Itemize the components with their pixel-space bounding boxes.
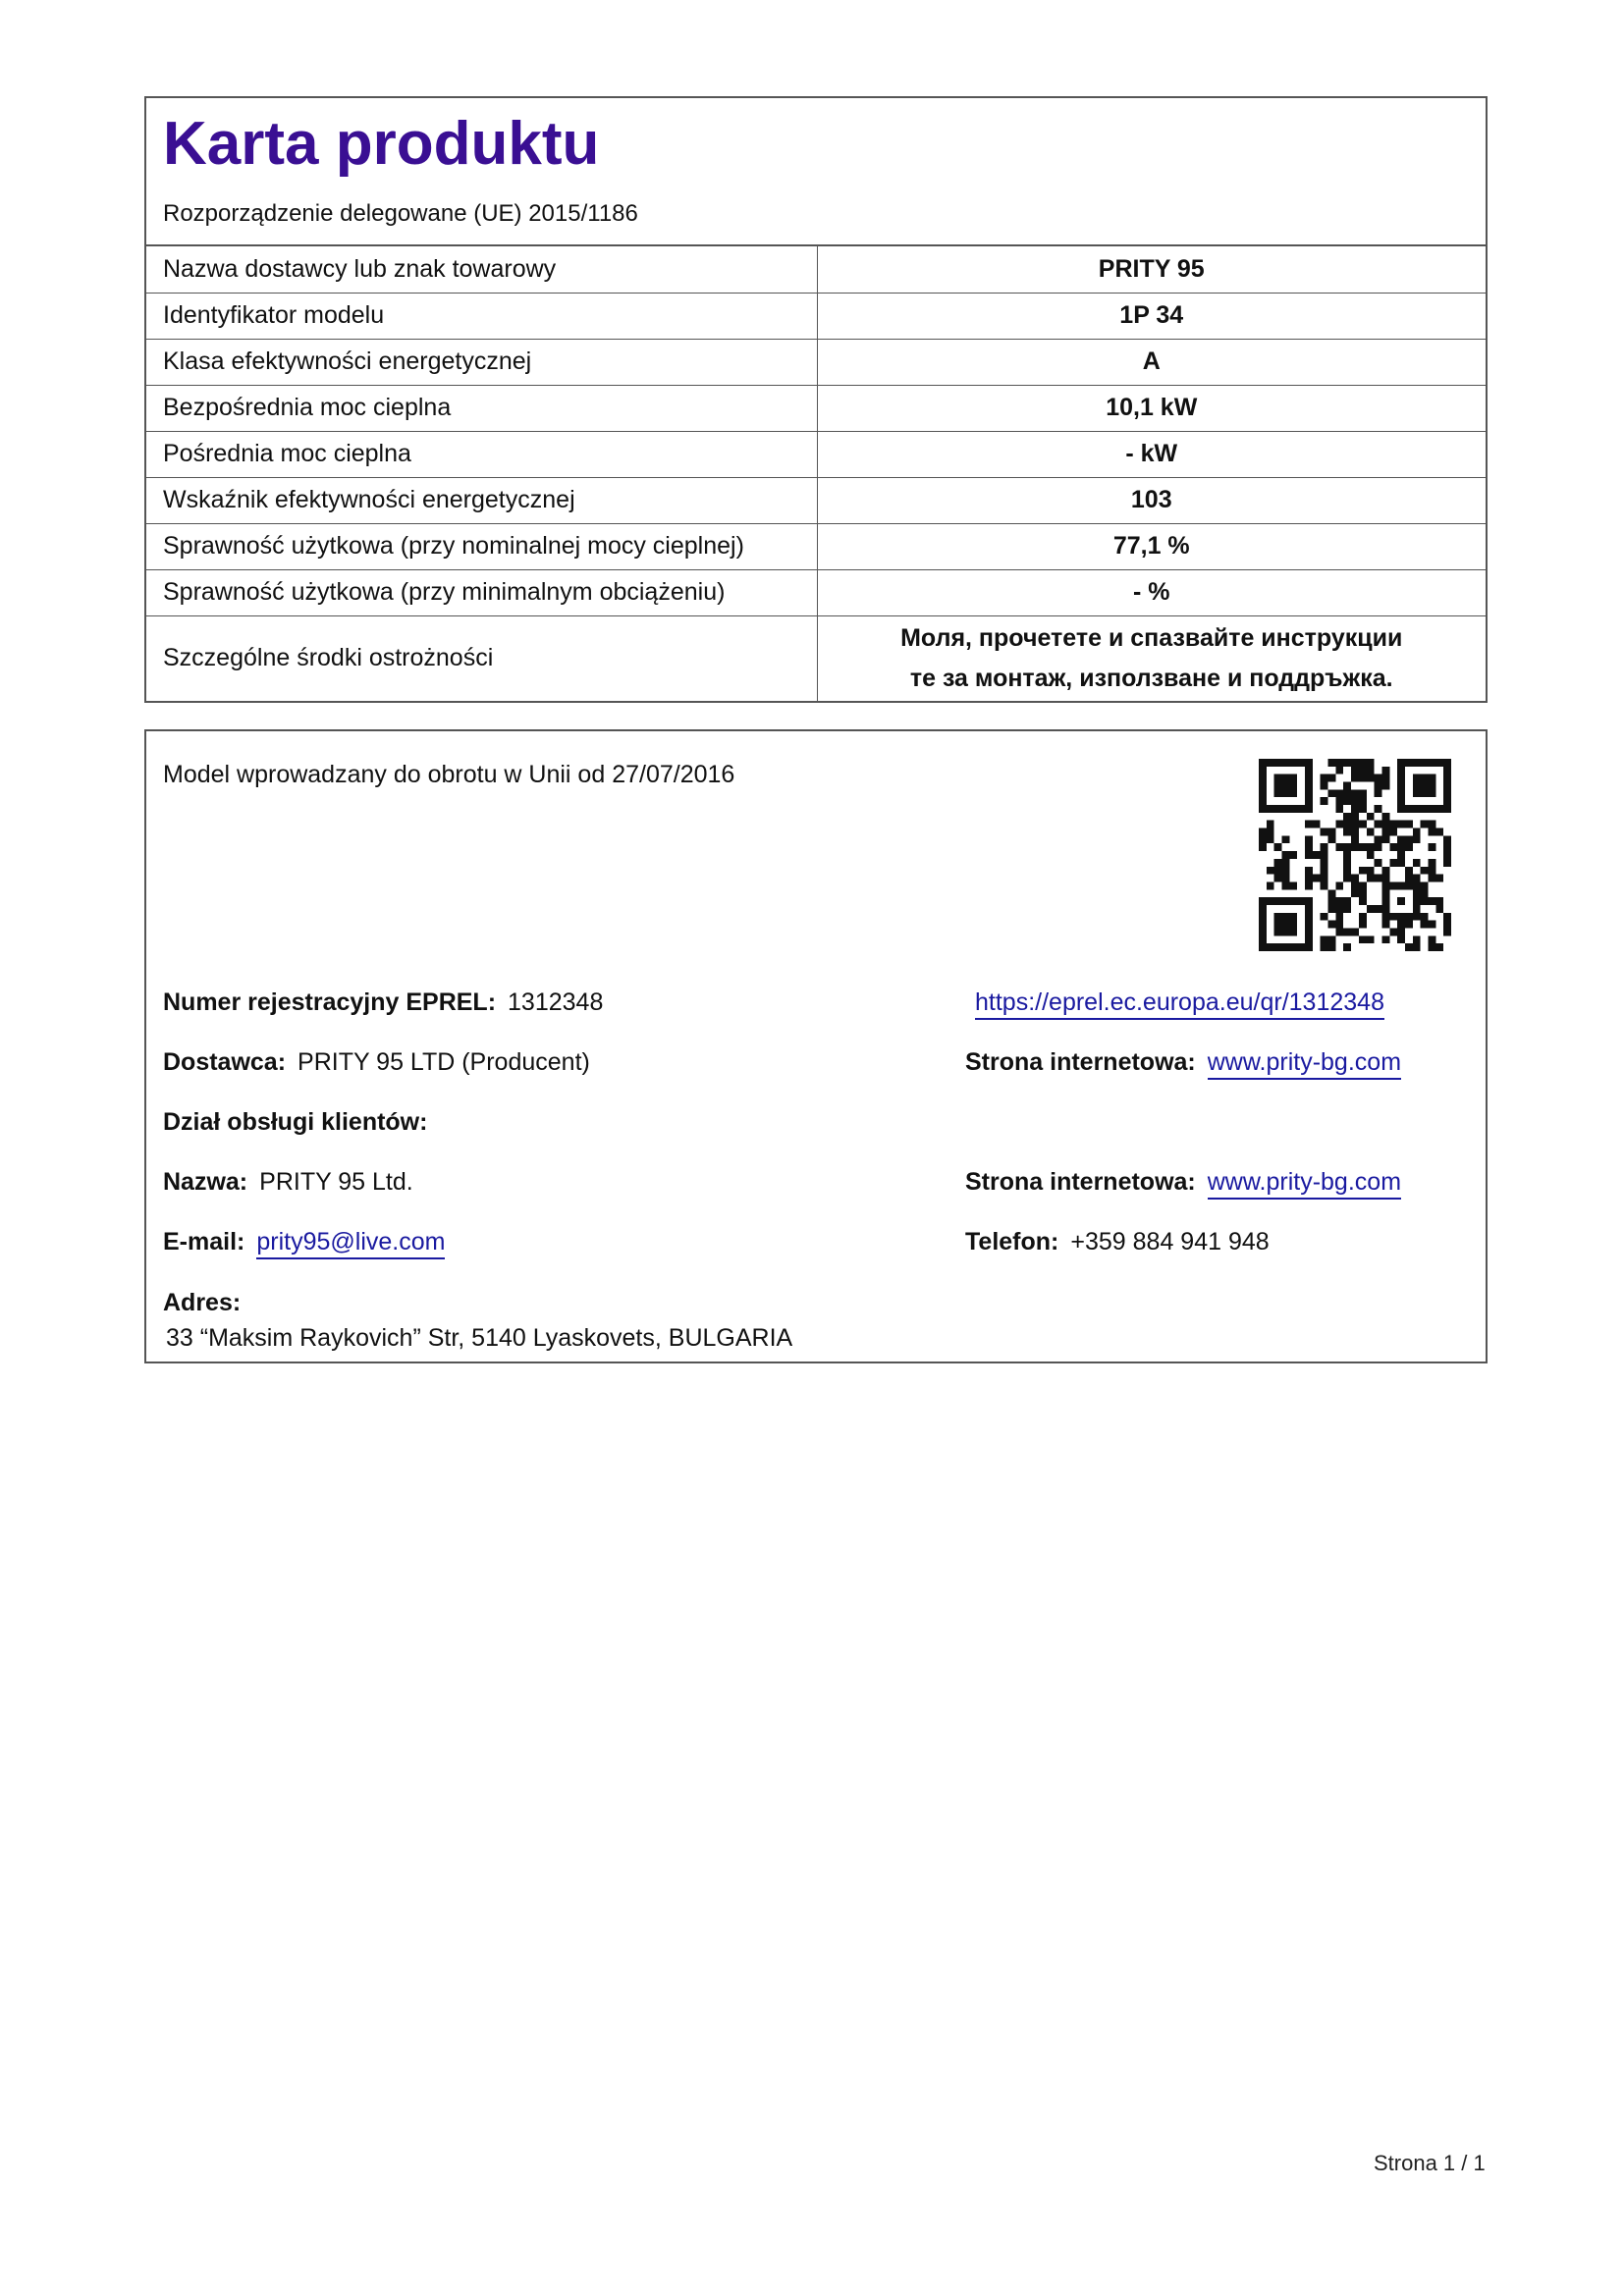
supplier-value: PRITY 95 LTD (Producent) — [298, 1048, 590, 1076]
eprel-line — [163, 988, 603, 1017]
row-value: - kW — [817, 431, 1486, 477]
phone-label: Telefon: — [965, 1228, 1059, 1255]
row-label: Pośrednia moc cieplna — [146, 431, 817, 477]
table-row — [146, 523, 1486, 569]
row-value: 1P 34 — [817, 293, 1486, 339]
row-value: A — [817, 339, 1486, 385]
row-label: Sprawność użytkowa (przy nominalnej mocy cieplnej) — [146, 523, 817, 569]
phone-line — [965, 1228, 1270, 1256]
row-label: Klasa efektywności energetycznej — [146, 339, 817, 385]
name-label: Nazwa: — [163, 1168, 248, 1196]
row-label: Bezpośrednia moc cieplna — [146, 385, 817, 431]
address-value: 33 “Maksim Raykovich” Str, 5140 Lyaskovets, BULGARIA — [166, 1324, 793, 1352]
table-row — [146, 293, 1486, 339]
row-label: Identyfikator modelu — [146, 293, 817, 339]
row-label: Sprawność użytkowa (przy minimalnym obciążeniu) — [146, 569, 817, 615]
page-title: Karta produktu — [163, 110, 600, 178]
table-row — [146, 431, 1486, 477]
customer-service-heading: Dział obsługi klientów: — [163, 1108, 428, 1136]
row-value: 77,1 % — [817, 523, 1486, 569]
website-label: Strona internetowa: — [965, 1048, 1196, 1076]
row-value — [817, 615, 1486, 701]
row-label: Szczególne środki ostrożności — [146, 615, 817, 701]
name-value: PRITY 95 Ltd. — [259, 1168, 413, 1196]
table-row — [146, 615, 1486, 701]
website2-line — [965, 1168, 1401, 1197]
row-label: Wskaźnik efektywności energetycznej — [146, 477, 817, 523]
table-row — [146, 477, 1486, 523]
table-row — [146, 246, 1486, 293]
row-value: PRITY 95 — [1098, 254, 1205, 283]
row-label: Nazwa dostawcy lub znak towarowy — [146, 246, 817, 293]
qr-code-icon[interactable] — [1259, 759, 1451, 951]
website-link[interactable]: www.prity-bg.com — [1208, 1048, 1401, 1080]
market-date-text: Model wprowadzany do obrotu w Unii od 27/07/2016 — [163, 761, 735, 788]
eprel-value: 1312348 — [508, 988, 604, 1016]
row-value: - % — [817, 569, 1486, 615]
regulation-reference: Rozporządzenie delegowane (UE) 2015/1186 — [146, 191, 1486, 246]
phone-value: +359 884 941 948 — [1070, 1228, 1270, 1255]
precautions-line-2: те за монтаж, използване и поддръжка. — [909, 664, 1393, 692]
product-card — [144, 96, 1488, 703]
email-line — [163, 1228, 445, 1256]
row-value: 10,1 kW — [817, 385, 1486, 431]
eprel-url-line — [975, 988, 1384, 1017]
supplier-line — [163, 1048, 590, 1077]
name-line — [163, 1168, 413, 1197]
row-value: 103 — [817, 477, 1486, 523]
website-line — [965, 1048, 1401, 1077]
table-row — [146, 569, 1486, 615]
precautions-line-1: Моля, прочетете и спазвайте инструкции — [900, 623, 1403, 652]
address-label: Adres: — [163, 1289, 242, 1316]
website2-label: Strona internetowa: — [965, 1168, 1196, 1196]
eprel-label: Numer rejestracyjny EPREL: — [163, 988, 497, 1016]
email-label: E-mail: — [163, 1228, 245, 1255]
table-row — [146, 385, 1486, 431]
email-link[interactable]: prity95@live.com — [256, 1228, 445, 1259]
website2-link[interactable]: www.prity-bg.com — [1208, 1168, 1401, 1200]
product-spec-table — [146, 246, 1486, 701]
supplier-info-box — [144, 729, 1488, 1363]
eprel-url-link[interactable]: https://eprel.ec.europa.eu/qr/1312348 — [975, 988, 1384, 1020]
page-number: Strona 1 / 1 — [1374, 2151, 1486, 2175]
table-row — [146, 339, 1486, 385]
supplier-label: Dostawca: — [163, 1048, 287, 1076]
